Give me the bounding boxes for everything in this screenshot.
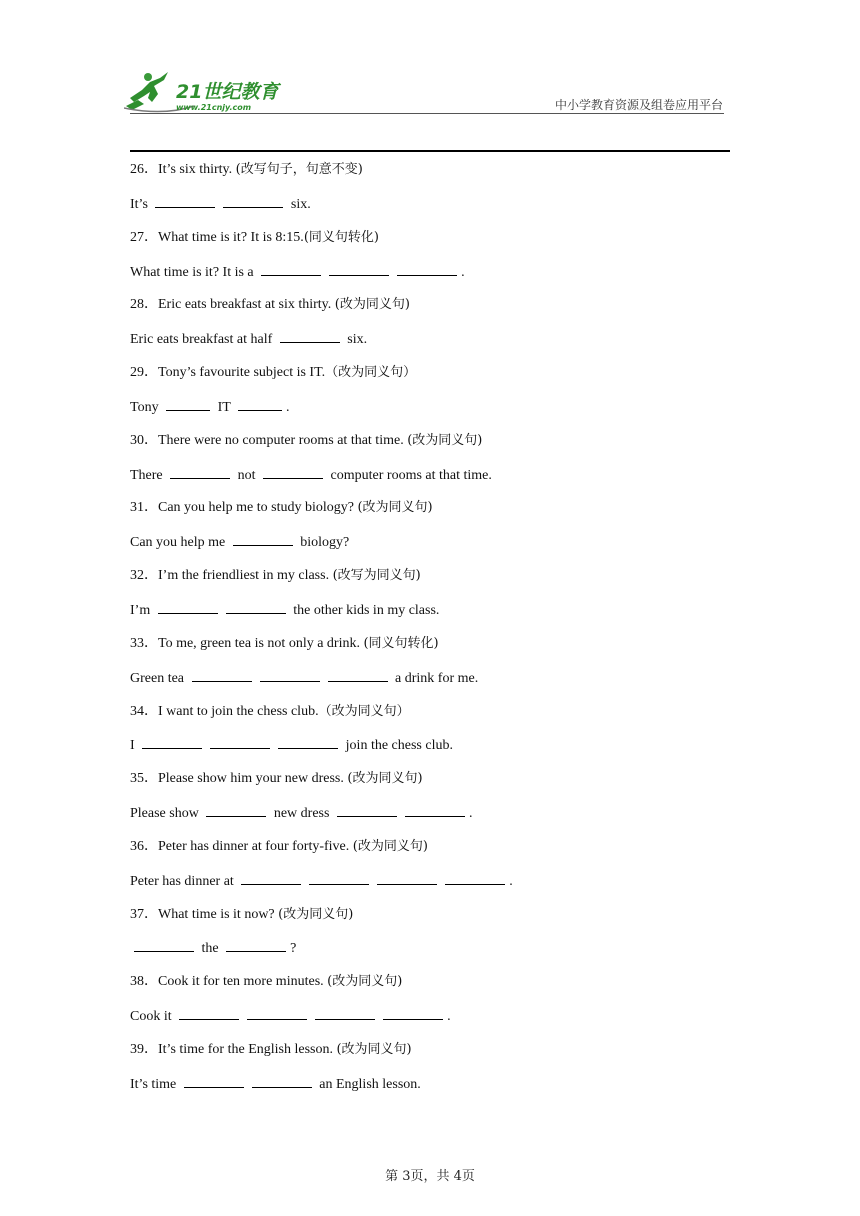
question-text: Cook it for ten more minutes.	[158, 974, 328, 990]
answer-text: ?	[290, 941, 297, 957]
question-prompt	[130, 836, 730, 870]
answer-blank[interactable]	[223, 193, 283, 208]
question-text: To me, green tea is not only a drink.	[158, 635, 364, 651]
question-text: Tony’s favourite subject is IT.	[158, 365, 326, 381]
question-number: 36．	[130, 838, 158, 854]
answer-text: Peter has dinner at	[130, 873, 238, 889]
answer-blank[interactable]	[233, 531, 293, 546]
answer-blank[interactable]	[241, 870, 301, 885]
question-text: I want to join the chess club.	[158, 703, 319, 719]
answer-text: Tony	[130, 399, 163, 415]
answer-text: I’m	[130, 602, 154, 618]
question-number: 37．	[130, 906, 158, 922]
question-text: Eric eats breakfast at six thirty.	[158, 297, 335, 313]
content-divider	[130, 150, 730, 152]
question-number: 35．	[130, 771, 158, 787]
answer-text: Can you help me	[130, 535, 229, 551]
question-text: Please show him your new dress.	[158, 771, 348, 787]
answer-text: not	[234, 467, 260, 483]
answer-line	[130, 1005, 730, 1039]
answer-blank[interactable]	[329, 261, 389, 276]
answer-blank[interactable]	[328, 667, 388, 682]
answer-text: .	[286, 399, 290, 415]
question-number: 38．	[130, 974, 158, 990]
answer-text: biology?	[296, 535, 350, 551]
answer-line	[130, 734, 730, 768]
answer-blank[interactable]	[445, 870, 505, 885]
answer-blank[interactable]	[155, 193, 215, 208]
answer-text: .	[509, 873, 513, 889]
answer-line	[130, 396, 730, 430]
question-text: What time is it? It is 8:15.	[158, 229, 304, 245]
question-prompt	[130, 633, 730, 667]
question-instruction: (改为同义句)	[347, 771, 423, 787]
question-prompt	[130, 159, 730, 193]
question-list	[130, 159, 730, 1107]
answer-text: six.	[343, 332, 368, 348]
question-prompt	[130, 904, 730, 938]
answer-blank[interactable]	[179, 1005, 239, 1020]
question-number: 33．	[130, 635, 158, 651]
answer-text: .	[461, 264, 465, 280]
question-prompt	[130, 565, 730, 599]
answer-text: six.	[287, 196, 311, 212]
question-prompt	[130, 497, 730, 531]
question-number: 34．	[130, 703, 158, 719]
answer-text: Please show	[130, 806, 203, 822]
answer-blank[interactable]	[158, 599, 218, 614]
question-text: It’s six thirty.	[158, 162, 236, 177]
answer-blank[interactable]	[260, 667, 320, 682]
answer-line	[130, 193, 730, 227]
answer-text: It’s	[130, 196, 152, 212]
answer-blank[interactable]	[238, 396, 282, 411]
answer-line	[130, 531, 730, 565]
answer-line	[130, 1073, 730, 1107]
question-instruction: (改写句子，句意不变)	[235, 162, 363, 177]
answer-text: Cook it	[130, 1009, 176, 1025]
answer-blank[interactable]	[252, 1073, 312, 1088]
question-text: What time is it now?	[158, 906, 279, 922]
header-divider	[130, 113, 724, 114]
question-instruction: (改为同义句)	[278, 906, 354, 922]
answer-blank[interactable]	[261, 261, 321, 276]
question-instruction: (同义句转化)	[303, 229, 379, 245]
platform-title: 中小学教育资源及组卷应用平台	[554, 98, 723, 112]
answer-blank[interactable]	[280, 328, 340, 343]
answer-text: IT	[214, 399, 235, 415]
answer-line	[130, 870, 730, 904]
answer-blank[interactable]	[383, 1005, 443, 1020]
question-prompt	[130, 701, 730, 735]
question-instruction: (改为同义句)	[334, 297, 410, 313]
answer-line	[130, 802, 730, 836]
logo-text: 21世纪教育	[176, 81, 279, 103]
question-number: 39．	[130, 1041, 158, 1057]
answer-text: .	[447, 1009, 451, 1025]
answer-blank[interactable]	[263, 464, 323, 479]
question-number: 29．	[130, 365, 158, 381]
answer-text: Green tea	[130, 670, 188, 686]
answer-blank[interactable]	[278, 734, 338, 749]
answer-line	[130, 464, 730, 498]
question-number: 28．	[130, 297, 158, 313]
answer-blank[interactable]	[405, 802, 465, 817]
page-number: 第 3页，共 4页	[385, 1169, 475, 1184]
question-text: There were no computer rooms at that time.	[158, 432, 408, 448]
question-prompt	[130, 430, 730, 464]
answer-text: computer rooms at that time.	[327, 467, 492, 483]
answer-line	[130, 328, 730, 362]
question-instruction: (改写为同义句)	[332, 568, 421, 584]
question-prompt	[130, 294, 730, 328]
answer-blank[interactable]	[226, 937, 286, 952]
question-text: It’s time for the English lesson.	[158, 1041, 337, 1057]
question-text: Peter has dinner at four forty-five.	[158, 838, 353, 854]
answer-blank[interactable]	[397, 261, 457, 276]
answer-blank[interactable]	[337, 802, 397, 817]
question-number: 26．	[130, 162, 158, 177]
answer-text: I	[130, 738, 139, 754]
answer-line	[130, 937, 730, 971]
question-prompt	[130, 362, 730, 396]
question-number: 30．	[130, 432, 158, 448]
answer-text: the	[198, 941, 223, 957]
answer-blank[interactable]	[166, 396, 210, 411]
answer-blank[interactable]	[142, 734, 202, 749]
logo-url: www.21cnjy.com	[176, 103, 252, 112]
question-number: 27．	[130, 229, 158, 245]
question-instruction: (同义句转化)	[363, 635, 439, 651]
question-instruction: (改为同义句)	[327, 974, 403, 990]
question-text: I’m the friendliest in my class.	[158, 568, 333, 584]
answer-blank[interactable]	[226, 599, 286, 614]
answer-blank[interactable]	[315, 1005, 375, 1020]
question-prompt	[130, 1039, 730, 1073]
question-number: 31．	[130, 500, 158, 516]
answer-text: the other kids in my class.	[289, 602, 440, 618]
answer-blank[interactable]	[210, 734, 270, 749]
question-instruction: (改为同义句)	[336, 1041, 412, 1057]
answer-text: Eric eats breakfast at half	[130, 332, 276, 348]
question-instruction: （改为同义句）	[325, 365, 417, 381]
answer-blank[interactable]	[206, 802, 266, 817]
answer-text: It’s time	[130, 1076, 180, 1092]
answer-blank[interactable]	[184, 1073, 244, 1088]
answer-blank[interactable]	[247, 1005, 307, 1020]
answer-line	[130, 599, 730, 633]
question-prompt	[130, 971, 730, 1005]
answer-text: new dress	[270, 806, 333, 822]
answer-text: .	[468, 806, 473, 822]
question-instruction: (改为同义句)	[357, 500, 433, 516]
site-logo	[124, 68, 294, 114]
answer-text: There	[130, 467, 167, 483]
question-text: Can you help me to study biology?	[158, 500, 358, 516]
question-instruction: （改为同义句）	[318, 703, 410, 719]
answer-text: What time is it? It is a	[130, 264, 258, 280]
answer-line	[130, 667, 730, 701]
answer-blank[interactable]	[309, 870, 369, 885]
answer-blank[interactable]	[192, 667, 252, 682]
question-prompt	[130, 768, 730, 802]
answer-blank[interactable]	[170, 464, 230, 479]
answer-text: a drink for me.	[391, 670, 479, 686]
answer-line	[130, 261, 730, 295]
answer-text: join the chess club.	[342, 738, 453, 754]
answer-blank[interactable]	[134, 937, 194, 952]
question-instruction: (改为同义句)	[407, 432, 483, 448]
answer-text: an English lesson.	[315, 1076, 421, 1092]
question-number: 32．	[130, 568, 158, 584]
answer-blank[interactable]	[377, 870, 437, 885]
question-prompt	[130, 227, 730, 261]
question-instruction: (改为同义句)	[352, 838, 428, 854]
